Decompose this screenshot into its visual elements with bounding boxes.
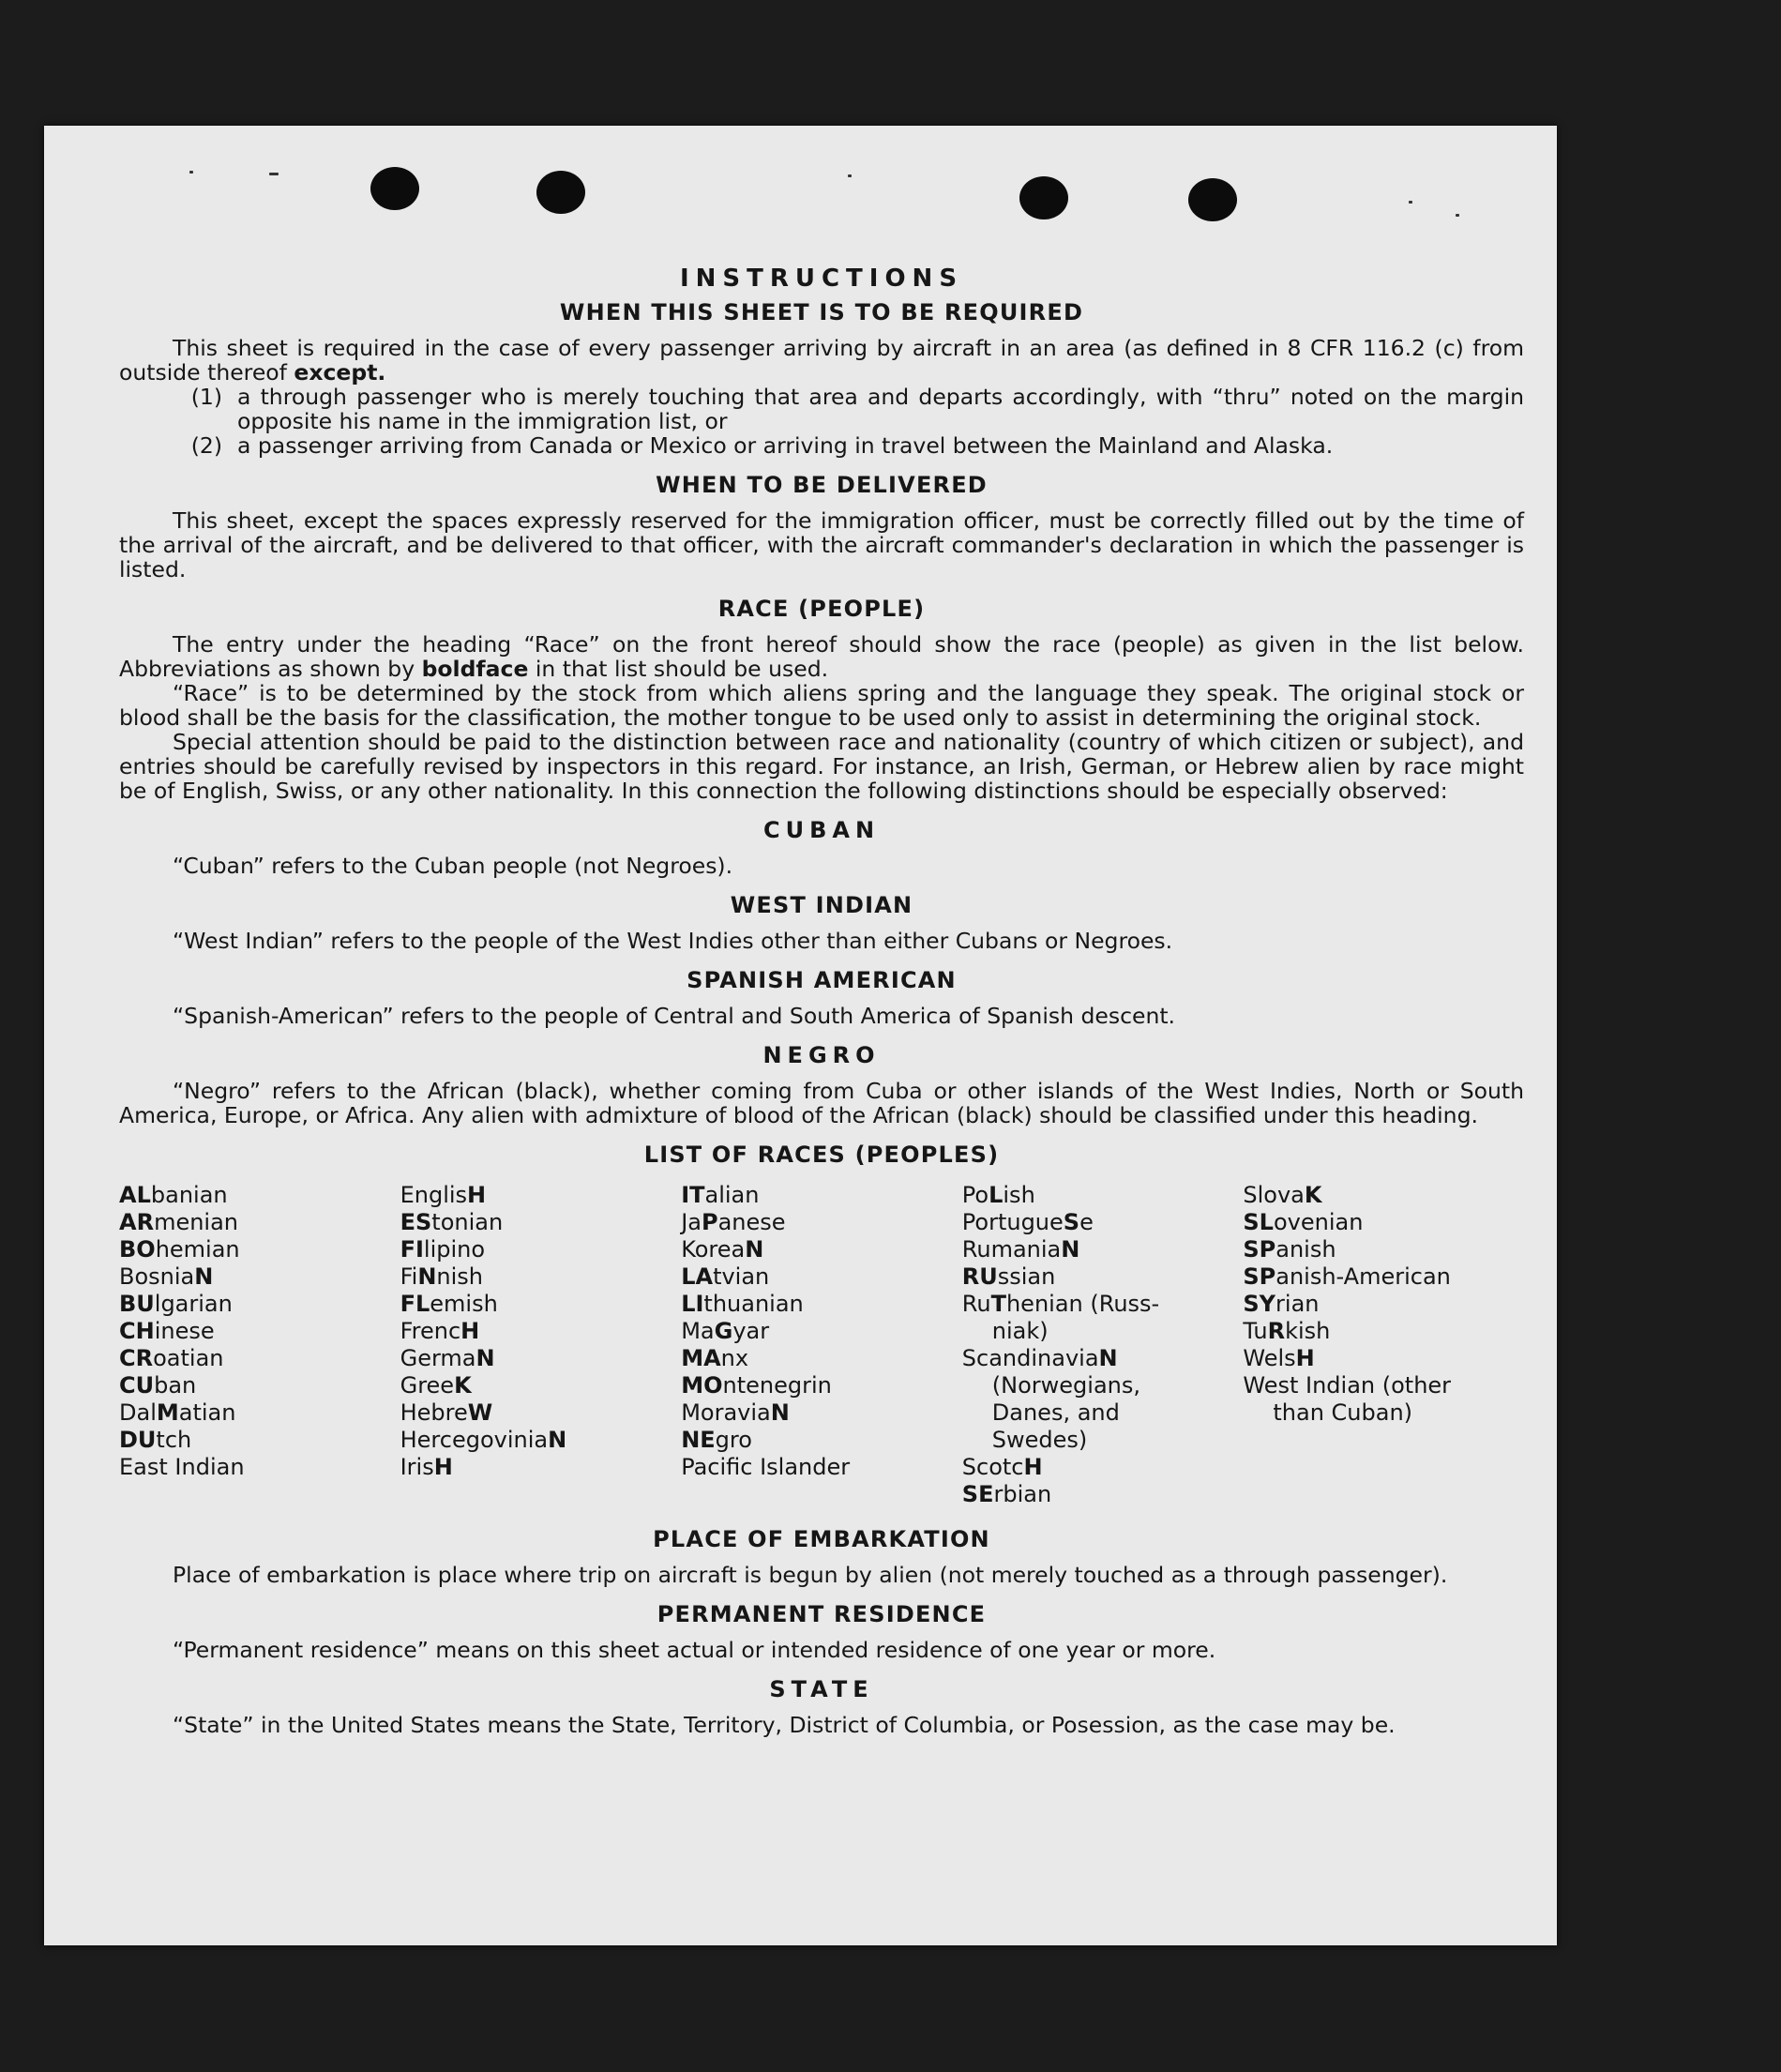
race-entry <box>400 1291 682 1318</box>
race-text: henian (Russ- <box>1005 1291 1160 1317</box>
race-abbreviation: H <box>1023 1454 1043 1480</box>
dust-speck <box>189 171 193 174</box>
race-abbreviation: CU <box>119 1372 155 1399</box>
race-entry <box>119 1236 400 1263</box>
race-text: lipino <box>423 1236 486 1263</box>
race-text: ntenegrin <box>722 1372 832 1399</box>
race-abbreviation: H <box>467 1182 487 1208</box>
race-text: inese <box>154 1318 215 1344</box>
race-column <box>1243 1182 1524 1508</box>
race-abbreviation: SY <box>1243 1291 1276 1317</box>
punch-hole <box>536 171 585 214</box>
race-abbreviation: P <box>701 1209 718 1235</box>
race-text: rian <box>1275 1291 1320 1317</box>
embarkation-text: Place of embarkation is place where trip on aircraft is begun by alien (not merely touched as a through passenger). <box>173 1562 1448 1588</box>
race-entry <box>962 1372 1244 1399</box>
race-text: hemian <box>155 1236 240 1263</box>
race-text: Englis <box>400 1182 468 1208</box>
race-text: ssian <box>997 1263 1056 1290</box>
race-entry <box>681 1454 962 1481</box>
race-entry <box>119 1182 400 1209</box>
race-abbreviation: H <box>460 1318 480 1344</box>
race-entry <box>400 1209 682 1236</box>
race-text: emish <box>430 1291 498 1317</box>
race-paragraph: “Race” is to be determined by the stock from which aliens spring and the language they speak. The original stock or blood shall be the basis for the classification, the mother tongue to be used only to assist in determining the original stock. <box>119 680 1524 731</box>
race-entry <box>1243 1209 1524 1236</box>
race-column <box>400 1182 682 1508</box>
race-abbreviation: CR <box>119 1345 154 1371</box>
race-abbreviation: W <box>467 1399 493 1426</box>
race-text: Bosnia <box>119 1263 195 1290</box>
race-entry <box>1243 1399 1524 1427</box>
race-abbreviation: BU <box>119 1291 155 1317</box>
race-abbreviation: L <box>989 1182 1004 1208</box>
race-abbreviation: N <box>417 1263 437 1290</box>
dust-speck <box>848 174 852 177</box>
race-entry <box>1243 1345 1524 1372</box>
race-paragraph: Special attention should be paid to the distinction between race and nationality (country of which citizen or subject), and entries should be carefully revised by inspectors in this regard. For instance, an Irish, German, or Hebrew alien by race might be of English, Swiss, or any other nationality. In this connection the following distinctions should be especially observed: <box>119 729 1524 804</box>
race-text: Ru <box>961 1291 991 1317</box>
race-abbreviation: AR <box>119 1209 155 1235</box>
race-abbreviation: MA <box>681 1345 721 1371</box>
race-text: tch <box>156 1427 192 1453</box>
race-abbreviation: AL <box>119 1182 151 1208</box>
race-abbreviation: SE <box>961 1481 994 1507</box>
race-entry <box>1243 1318 1524 1345</box>
race-abbreviation: FI <box>400 1236 424 1263</box>
race-abbreviation: ES <box>400 1209 432 1235</box>
heading-list-of-races: LIST OF RACES (PEOPLES) <box>643 1142 1000 1168</box>
race-entry <box>400 1263 682 1291</box>
race-text: Wels <box>1243 1345 1296 1371</box>
heading-west-indian: WEST INDIAN <box>730 892 913 918</box>
race-entry <box>962 1481 1244 1508</box>
exception-number: (2) <box>190 432 222 459</box>
race-entry <box>962 1236 1244 1263</box>
race-text: Frenc <box>400 1318 461 1344</box>
race-entry <box>1243 1236 1524 1263</box>
dust-speck <box>269 173 279 175</box>
race-text: anish <box>1275 1236 1336 1263</box>
race-abbreviation: N <box>194 1263 214 1290</box>
race-abbreviation: DU <box>119 1427 157 1453</box>
race-text: Scandinavia <box>961 1345 1099 1371</box>
race-text: thuanian <box>703 1291 804 1317</box>
race-text: lgarian <box>154 1291 233 1317</box>
race-paragraph-text: in that list should be used. <box>528 656 829 682</box>
heading-embarkation: PLACE OF EMBARKATION <box>653 1526 990 1552</box>
race-text: nx <box>720 1345 749 1371</box>
race-text: yar <box>732 1318 770 1344</box>
required-intro-except: except. <box>294 359 386 386</box>
race-text: than Cuban) <box>1273 1399 1413 1426</box>
race-entry <box>681 1263 962 1291</box>
race-column <box>119 1182 400 1508</box>
race-text: Moravia <box>681 1399 771 1426</box>
race-entry <box>119 1209 400 1236</box>
race-text: Scotc <box>961 1454 1024 1480</box>
heading-permanent-residence: PERMANENT RESIDENCE <box>657 1601 987 1627</box>
race-text: gro <box>715 1427 752 1453</box>
west-indian-text: “West Indian” refers to the people of the West Indies other than either Cubans or Negroes. <box>173 928 1173 954</box>
race-entry <box>962 1209 1244 1236</box>
race-entry <box>1243 1182 1524 1209</box>
spanish-american-text: “Spanish-American” refers to the people of Central and South America of Spanish descent. <box>173 1003 1176 1029</box>
heading-race: RACE (PEOPLE) <box>717 596 926 622</box>
race-abbreviation: G <box>714 1318 733 1344</box>
exception-text: a through passenger who is merely touching that area and departs accordingly, with “thru” noted on the margin opposite his name in the immigration list, or <box>237 384 1524 434</box>
race-abbreviation: N <box>745 1236 764 1263</box>
race-entry <box>400 1454 682 1481</box>
race-text: Tu <box>1243 1318 1268 1344</box>
race-entry <box>400 1399 682 1427</box>
race-text: West Indian (other <box>1243 1372 1452 1399</box>
race-abbreviation: H <box>433 1454 453 1480</box>
race-entry <box>119 1263 400 1291</box>
race-entry <box>400 1372 682 1399</box>
race-entry <box>119 1291 400 1318</box>
race-entry <box>119 1345 400 1372</box>
race-text: Ma <box>681 1318 715 1344</box>
residence-text: “Permanent residence” means on this sheet actual or intended residence of one year or more. <box>173 1637 1216 1663</box>
race-entry <box>681 1345 962 1372</box>
race-column <box>962 1182 1244 1508</box>
race-paragraph <box>119 632 1524 681</box>
race-entry <box>962 1263 1244 1291</box>
race-entry <box>400 1345 682 1372</box>
race-abbreviation: N <box>1061 1236 1080 1263</box>
race-paragraph-boldface: boldface <box>421 656 529 682</box>
heading-negro: NEGRO <box>762 1042 881 1068</box>
race-text: Gree <box>400 1372 455 1399</box>
dust-speck <box>1456 214 1459 217</box>
exception-item <box>119 433 1524 458</box>
race-abbreviation: H <box>1295 1345 1315 1371</box>
race-text: kish <box>1285 1318 1331 1344</box>
race-abbreviation: SP <box>1243 1236 1276 1263</box>
race-entry <box>119 1454 400 1481</box>
race-entry <box>962 1427 1244 1454</box>
race-abbreviation: NE <box>681 1427 716 1453</box>
race-text: banian <box>150 1182 228 1208</box>
race-text: Po <box>961 1182 989 1208</box>
race-text: menian <box>154 1209 239 1235</box>
heading-when-delivered: WHEN TO BE DELIVERED <box>656 472 988 498</box>
race-abbreviation: S <box>1063 1209 1080 1235</box>
race-text: tonian <box>431 1209 504 1235</box>
race-abbreviation: T <box>990 1291 1006 1317</box>
race-text: Pacific Islander <box>681 1454 851 1480</box>
race-text: oatian <box>153 1345 224 1371</box>
race-text: anese <box>717 1209 786 1235</box>
required-intro-text: This sheet is required in the case of every passenger arriving by aircraft in an area (as defined in 8 CFR 116.2 (c) from outside thereof <box>119 335 1524 386</box>
instruction-sheet <box>44 126 1557 1945</box>
race-text: niak) <box>991 1318 1049 1344</box>
race-text: Slova <box>1243 1182 1305 1208</box>
negro-text: “Negro” refers to the African (black), whether coming from Cuba or other islands of the West Indies, North or South America, Europe, or Africa. Any alien with admixture of blood of the African (black) should be classified under this heading. <box>119 1078 1524 1128</box>
race-entry <box>681 1182 962 1209</box>
race-text: Rumania <box>961 1236 1062 1263</box>
race-text: e <box>1079 1209 1094 1235</box>
race-entry <box>681 1427 962 1454</box>
race-entry <box>962 1291 1244 1318</box>
race-entry <box>1243 1291 1524 1318</box>
dust-speck <box>1409 201 1412 204</box>
race-abbreviation: K <box>454 1372 472 1399</box>
race-text: Ja <box>681 1209 702 1235</box>
race-entry <box>962 1399 1244 1427</box>
race-entry <box>962 1454 1244 1481</box>
race-entry <box>400 1236 682 1263</box>
race-column <box>681 1182 962 1508</box>
race-abbreviation: IT <box>681 1182 705 1208</box>
race-abbreviation: N <box>475 1345 495 1371</box>
race-text: ish <box>1003 1182 1035 1208</box>
heading-when-required: WHEN THIS SHEET IS TO BE REQUIRED <box>559 299 1084 325</box>
sheet-content <box>119 265 1524 1737</box>
race-abbreviation: SL <box>1243 1209 1274 1235</box>
race-entry <box>119 1399 400 1427</box>
race-abbreviation: K <box>1304 1182 1322 1208</box>
race-entry <box>400 1318 682 1345</box>
race-entry <box>681 1236 962 1263</box>
race-abbreviation: LI <box>681 1291 704 1317</box>
race-text: rbian <box>993 1481 1052 1507</box>
race-abbreviation: M <box>156 1399 179 1426</box>
race-entry <box>962 1318 1244 1345</box>
state-text: “State” in the United States means the State, Territory, District of Columbia, or Posession, as the case may be. <box>173 1712 1396 1738</box>
race-abbreviation: CH <box>119 1318 155 1344</box>
race-entry <box>681 1318 962 1345</box>
heading-state: STATE <box>769 1676 874 1702</box>
race-text: tvian <box>713 1263 770 1290</box>
race-entry <box>1243 1263 1524 1291</box>
race-abbreviation: R <box>1267 1318 1286 1344</box>
race-text: Dal <box>119 1399 157 1426</box>
race-paragraph-text: The entry under the heading “Race” on the front hereof should show the race (people) as given in the list below. Abbreviations as shown by <box>119 631 1524 682</box>
exception-text: a passenger arriving from Canada or Mexico or arriving in travel between the Mainland and Alaska. <box>237 432 1334 459</box>
race-entry <box>119 1318 400 1345</box>
race-entry <box>681 1291 962 1318</box>
race-abbreviation: N <box>770 1399 790 1426</box>
race-abbreviation: MO <box>681 1372 723 1399</box>
race-text: Danes, and <box>991 1399 1120 1426</box>
race-abbreviation: N <box>1098 1345 1118 1371</box>
page-title: INSTRUCTIONS <box>679 265 964 293</box>
race-text: (Norwegians, <box>991 1372 1140 1399</box>
race-text: ban <box>154 1372 197 1399</box>
race-abbreviation: FL <box>400 1291 430 1317</box>
race-entry <box>681 1209 962 1236</box>
race-text: Germa <box>400 1345 476 1371</box>
race-entry <box>962 1182 1244 1209</box>
race-entry <box>681 1399 962 1427</box>
race-entry <box>1243 1372 1524 1399</box>
race-text: Hebre <box>400 1399 468 1426</box>
race-text: Iris <box>400 1454 434 1480</box>
heading-cuban: CUBAN <box>762 817 881 843</box>
required-intro <box>119 336 1524 385</box>
race-list <box>119 1182 1524 1508</box>
race-abbreviation: SP <box>1243 1263 1276 1290</box>
race-text: ovenian <box>1273 1209 1364 1235</box>
race-text: atian <box>178 1399 236 1426</box>
race-text: anish-American <box>1275 1263 1451 1290</box>
race-text: East Indian <box>119 1454 245 1480</box>
punch-hole <box>370 167 419 210</box>
heading-spanish-american: SPANISH AMERICAN <box>687 967 957 993</box>
exception-number: (1) <box>190 384 222 410</box>
race-text: Portugue <box>961 1209 1064 1235</box>
race-text: alian <box>704 1182 760 1208</box>
punch-hole <box>1188 178 1237 221</box>
race-abbreviation: BO <box>119 1236 156 1263</box>
delivered-text: This sheet, except the spaces expressly reserved for the immigration officer, must be correctly filled out by the time of the arrival of the aircraft, and be delivered to that officer, with the aircraft commander's declaration in which the passenger is listed. <box>119 507 1524 582</box>
race-entry <box>119 1427 400 1454</box>
race-text: Hercegovinia <box>400 1427 549 1453</box>
cuban-text: “Cuban” refers to the Cuban people (not Negroes). <box>173 853 733 879</box>
race-abbreviation: N <box>548 1427 567 1453</box>
race-abbreviation: LA <box>681 1263 714 1290</box>
race-text: nish <box>436 1263 484 1290</box>
race-text: Swedes) <box>991 1427 1088 1453</box>
race-entry <box>962 1345 1244 1372</box>
race-text: Korea <box>681 1236 746 1263</box>
punch-hole <box>1019 176 1068 219</box>
race-entry <box>119 1372 400 1399</box>
race-entry <box>681 1372 962 1399</box>
race-text: Fi <box>400 1263 418 1290</box>
exception-item <box>119 385 1524 433</box>
race-entry <box>400 1427 682 1454</box>
race-entry <box>400 1182 682 1209</box>
race-abbreviation: RU <box>961 1263 998 1290</box>
